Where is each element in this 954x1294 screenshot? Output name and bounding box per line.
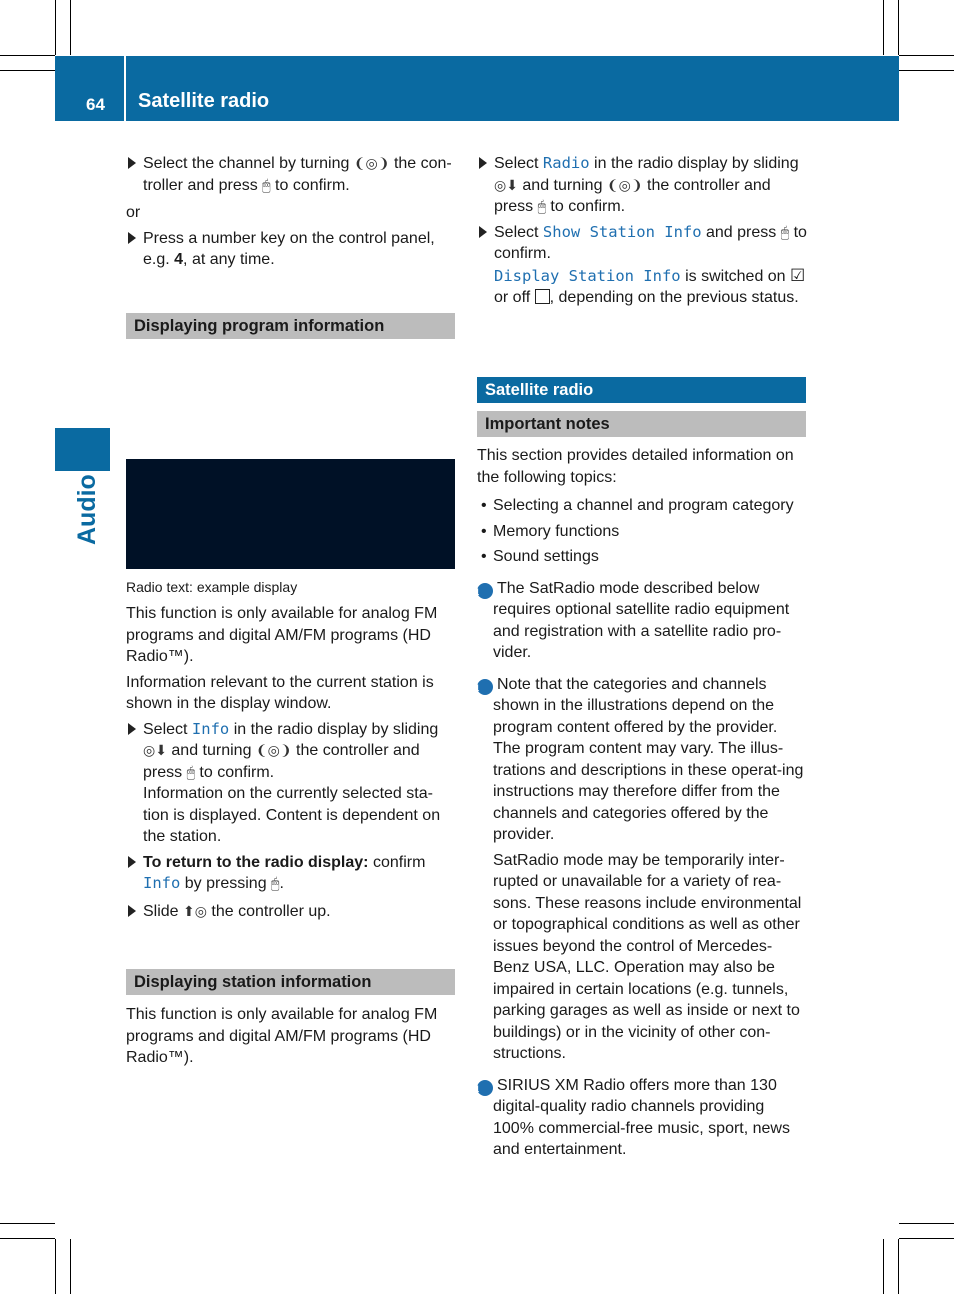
radio-display-image: [126, 459, 455, 569]
step-show-station-info: Select Show Station Info and press 🖱 to confirm.: [477, 222, 807, 265]
press-controller-icon: 🖱: [271, 875, 280, 891]
step-select-info: Select Info in the radio display by sliding ◎⬇ and turning ❨◎❩ the controller and press 🖱 to confirm.: [126, 719, 456, 784]
press-controller-icon: 🖱: [262, 176, 271, 193]
section-heading: Important notes: [477, 411, 806, 437]
menu-item-display-station-info: Display Station Info: [494, 266, 681, 285]
info-icon: i: [477, 583, 493, 599]
turn-controller-icon: ❨◎❩: [255, 742, 292, 758]
info-note: i Note that the categories and channels shown in the illustrations depend on the program content offered by the provider. The program content may vary. The illus-trations and descriptions in these operat-ing instructions may therefore differ from the channels and categories offered by the provider.: [474, 675, 804, 843]
image-caption: Radio text: example display: [126, 579, 298, 595]
crop-mark: [898, 0, 899, 55]
arrow-icon: [128, 723, 136, 735]
crop-mark: [70, 1239, 71, 1294]
turn-controller-icon: ❨◎❩: [606, 176, 643, 193]
left-column: [126, 153, 456, 271]
paragraph: This function is only available for analog FM programs and digital AM/FM programs (HD Radio™).: [126, 1006, 438, 1066]
crop-mark: [898, 1239, 899, 1294]
arrow-icon: [479, 226, 487, 238]
menu-item-info: Info: [143, 874, 181, 892]
crop-mark: [0, 70, 55, 71]
arrow-icon: [479, 157, 487, 169]
press-controller-icon: 🖱: [780, 223, 790, 240]
arrow-icon: [128, 232, 136, 244]
list-item: • Memory functions: [477, 521, 806, 543]
step-slide-up: Slide ⬆◎ the controller up.: [126, 901, 456, 923]
crop-mark: [0, 1238, 55, 1239]
info-icon: i: [477, 679, 493, 695]
crop-mark: [0, 1223, 55, 1224]
press-controller-icon: 🖱: [186, 763, 195, 780]
crop-mark: [883, 1239, 884, 1294]
crop-mark: [55, 1239, 56, 1294]
section-heading: Displaying program information: [126, 313, 455, 339]
slide-down-icon: ◎⬇: [494, 176, 518, 193]
crop-mark: [899, 1223, 954, 1224]
turn-controller-icon: ❨◎❩: [353, 155, 390, 171]
section-heading-blue: Satellite radio: [477, 377, 806, 403]
arrow-icon: [128, 157, 136, 169]
right-section: [474, 377, 806, 1161]
info-note-continued: SatRadio mode may be temporarily inter-rupted or unavailable for a variety of rea-sons. These reasons include environmental or topographical conditions as well as other issues beyond the control of Mercedes-Benz USA, LLC. Operation may also be impaired in certain locations (e.g. tunnels, parking garages as well as inside or next to buildings) or in the vicinity of other con-structions.: [493, 851, 802, 1062]
checkbox-checked-icon: ☑: [790, 265, 806, 285]
right-column: [477, 153, 807, 309]
step-number-key: Press a number key on the control panel, e.g. 4, at any time.: [126, 228, 456, 271]
arrow-icon: [128, 856, 136, 868]
step-return: To return to the radio display: confirm Info by pressing 🖱.: [126, 852, 456, 895]
crop-mark: [899, 55, 954, 56]
menu-item-show-station-info: Show Station Info: [542, 222, 702, 241]
info-note: i The SatRadio mode described below requires optional satellite radio equipment and registration with a satellite radio pro-vider.: [474, 579, 790, 661]
step-note: Information on the currently selected sta-tion is displayed. Content is dependent on the station.: [143, 785, 441, 845]
page-number: 64: [86, 95, 105, 114]
menu-item-radio: Radio: [542, 154, 590, 172]
step-note: Display Station Info is switched on ☑ or off , depending on the previous status.: [494, 265, 806, 306]
list-item: • Selecting a channel and program category: [477, 495, 806, 517]
header-divider: [124, 56, 126, 121]
crop-mark: [899, 70, 954, 71]
arrow-icon: [128, 905, 136, 917]
slide-up-icon: ⬆◎: [183, 902, 207, 919]
crop-mark: [0, 55, 55, 56]
side-tab-label: Audio: [73, 474, 101, 545]
list-item: • Sound settings: [477, 546, 806, 568]
press-controller-icon: 🖱: [537, 198, 546, 214]
or-text: or: [126, 204, 141, 221]
paragraph: This section provides detailed information on the following topics:: [477, 447, 794, 486]
info-icon: i: [477, 1080, 493, 1096]
slide-down-icon: ◎⬇: [143, 742, 167, 758]
crop-mark: [883, 0, 884, 55]
checkbox-empty-icon: [535, 289, 550, 304]
section-heading: Displaying station information: [126, 969, 455, 995]
step-select-radio: Select Radio in the radio display by sliding ◎⬇ and turning ❨◎❩ the controller and press 🖱 to confirm.: [477, 153, 807, 218]
page-title: Satellite radio: [138, 90, 270, 112]
side-tab: [55, 428, 110, 471]
left-heading-2-wrap: [126, 969, 455, 1069]
step-select-channel: Select the channel by turning ❨◎❩ the con-troller and press 🖱 to confirm.: [126, 153, 456, 196]
info-note: i SIRIUS XM Radio offers more than 130 digital-quality radio channels providing 100% commercial-free music, sport, news and entertainment.: [474, 1076, 790, 1158]
left-heading-1-wrap: [126, 313, 455, 339]
left-column-body: [126, 603, 456, 922]
menu-item-info: Info: [191, 719, 230, 738]
paragraph: Information relevant to the current station is shown in the display window.: [126, 673, 434, 712]
crop-mark: [55, 0, 56, 55]
crop-mark: [70, 0, 71, 55]
paragraph: This function is only available for analog FM programs and digital AM/FM programs (HD Radio™).: [126, 605, 438, 665]
crop-mark: [899, 1238, 954, 1239]
